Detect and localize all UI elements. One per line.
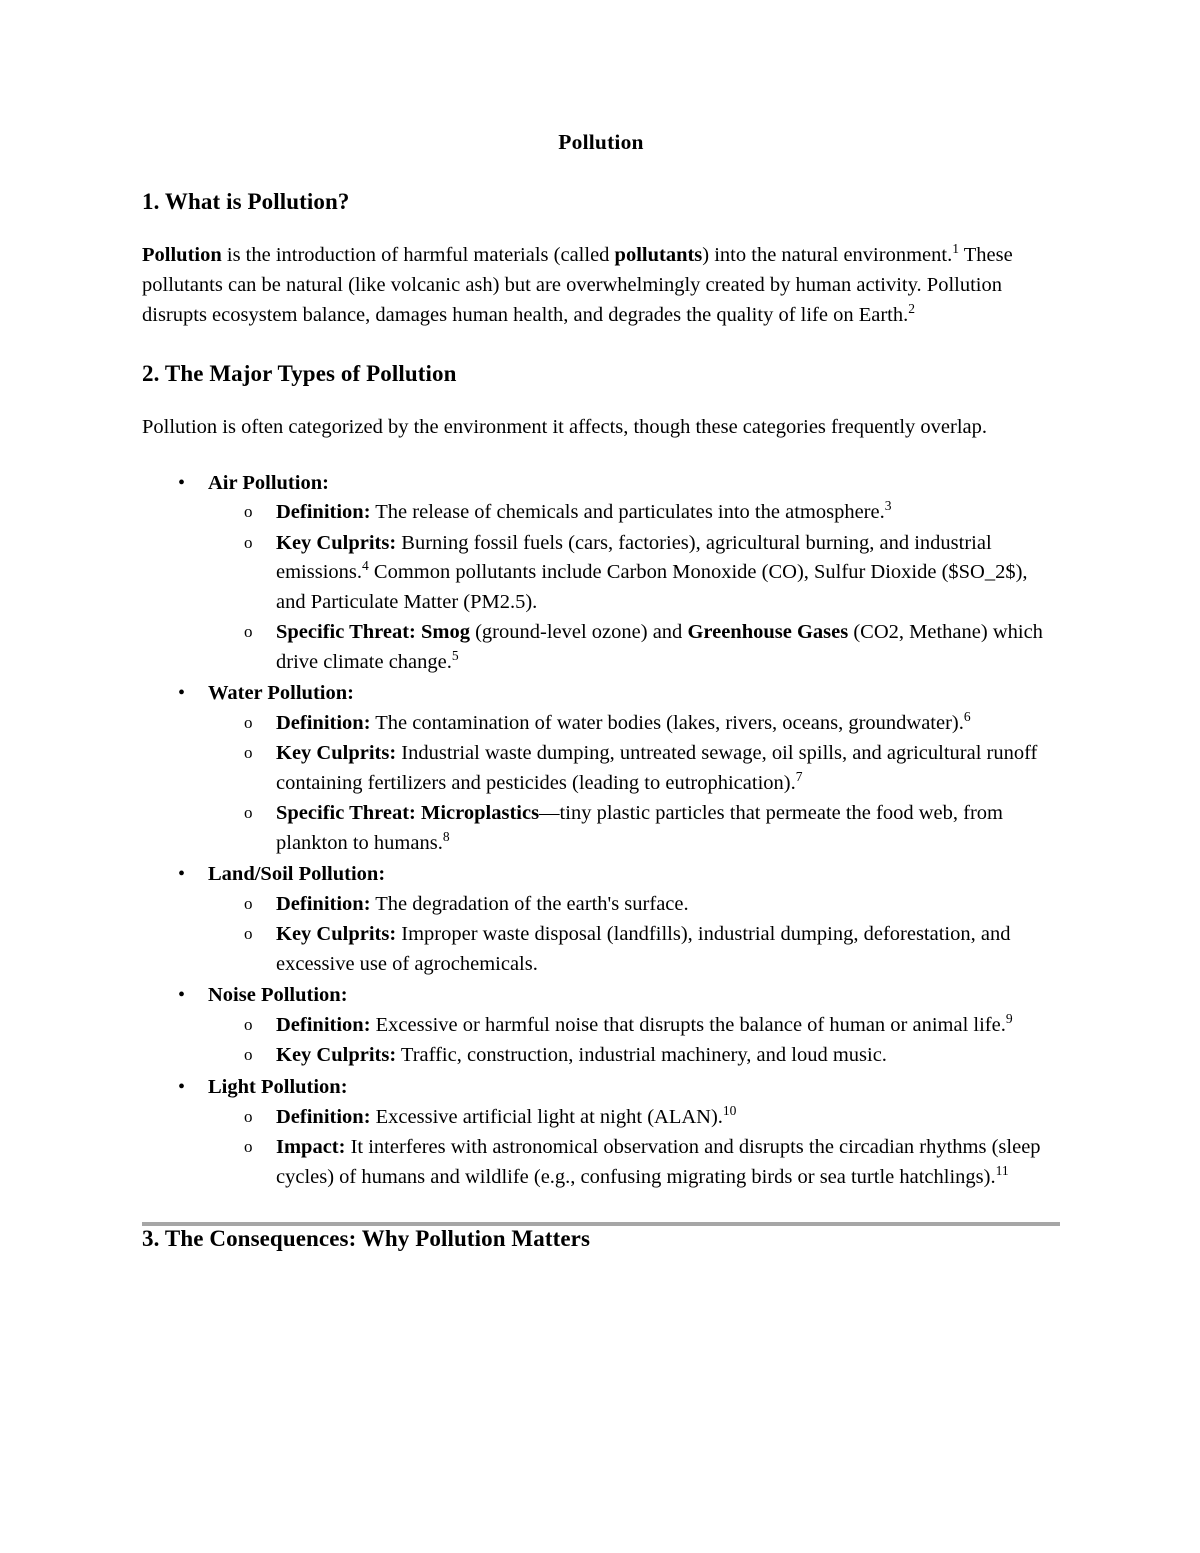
sub-list-item bbox=[208, 529, 1060, 618]
list-item-label: Land/Soil Pollution: bbox=[208, 863, 386, 886]
sub-list-item bbox=[208, 920, 1060, 979]
text-run: Burning fossil fuels (cars, factories), agricultural burning, and industrial emissions. bbox=[276, 531, 992, 584]
sub-list bbox=[208, 498, 1060, 677]
section-heading-2: 2. The Major Types of Pollution bbox=[142, 360, 457, 386]
section-heading-1: 1. What is Pollution? bbox=[142, 189, 350, 214]
sub-list bbox=[208, 709, 1060, 859]
text-run: Excessive or harmful noise that disrupts the balance of human or animal life. bbox=[370, 1013, 1006, 1036]
bullet-icon: • bbox=[178, 863, 186, 886]
list-item bbox=[142, 981, 1060, 1071]
text-run: Traffic, construction, industrial machinery, and loud music. bbox=[396, 1044, 887, 1067]
sub-list-item bbox=[208, 890, 1060, 920]
text-run: Common pollutants include Carbon Monoxide (CO), Sulfur Dioxide ($SO_2$), and Particulate Matter (PM2.5). bbox=[276, 561, 1028, 613]
sub-bullet-icon: o bbox=[244, 532, 253, 552]
bullet-icon: • bbox=[178, 984, 186, 1007]
sub-bullet-icon: o bbox=[244, 743, 253, 763]
footnote-ref: 3 bbox=[884, 498, 892, 514]
text-run: Improper waste disposal (landfills), industrial dumping, deforestation, and excessive use of agrochemicals. bbox=[276, 923, 1011, 975]
list-item bbox=[142, 679, 1060, 858]
sub-list-item bbox=[208, 1041, 1060, 1071]
footnote-ref: 6 bbox=[963, 708, 971, 724]
emphasis-text: Specific Threat: Smog bbox=[276, 621, 470, 644]
sub-bullet-icon: o bbox=[244, 1014, 253, 1034]
section-2-intro: Pollution is often categorized by the environment it affects, though these categories frequently overlap. bbox=[142, 415, 987, 438]
sub-bullet-icon: o bbox=[244, 803, 253, 823]
sub-list-item bbox=[208, 498, 1060, 528]
emphasis-text: Specific Threat: Microplastics bbox=[276, 802, 540, 825]
text-run: ) into the natural environment. bbox=[702, 244, 953, 266]
sub-bullet-icon: o bbox=[244, 1106, 253, 1126]
text-run: The release of chemicals and particulates into the atmosphere. bbox=[370, 501, 885, 524]
text-run: (CO2, Methane) which drive climate change. bbox=[276, 621, 1043, 673]
sub-list-item bbox=[208, 709, 1060, 739]
emphasis-text: Definition: bbox=[276, 1105, 371, 1128]
sub-bullet-icon: o bbox=[244, 1045, 253, 1065]
sub-list bbox=[208, 1011, 1060, 1071]
list-item-label: Noise Pollution: bbox=[208, 984, 348, 1007]
footnote-ref: 7 bbox=[795, 769, 803, 785]
sub-list bbox=[208, 1103, 1060, 1193]
emphasis-text: Key Culprits: bbox=[276, 531, 397, 554]
footnote-ref: 1 bbox=[952, 241, 959, 257]
section-heading-3: 3. The Consequences: Why Pollution Matters bbox=[142, 1226, 591, 1252]
text-run: The contamination of water bodies (lakes, rivers, oceans, groundwater). bbox=[370, 711, 964, 734]
emphasis-text: Definition: bbox=[276, 1013, 371, 1036]
sub-list-item bbox=[208, 1011, 1060, 1041]
sub-bullet-icon: o bbox=[244, 1137, 253, 1157]
sub-bullet-icon: o bbox=[244, 712, 253, 732]
sub-bullet-icon: o bbox=[244, 502, 253, 522]
footnote-ref: 2 bbox=[908, 301, 915, 317]
list-item-label: Air Pollution: bbox=[208, 471, 329, 494]
footnote-ref: 5 bbox=[451, 647, 459, 663]
text-run: It interferes with astronomical observation and disrupts the circadian rhythms (sleep cycles) of humans and wildlife (e.g., confusing migrating birds or sea turtle hatchlings). bbox=[276, 1136, 1041, 1188]
sub-bullet-icon: o bbox=[244, 893, 253, 913]
text-run: —tiny plastic particles that permeate the food web, from plankton to humans. bbox=[276, 802, 1003, 854]
emphasis-text: Key Culprits: bbox=[276, 742, 397, 765]
list-item bbox=[142, 469, 1060, 678]
sub-bullet-icon: o bbox=[244, 924, 253, 944]
emphasis-text: Definition: bbox=[276, 501, 371, 524]
text-run: is the introduction of harmful materials (called bbox=[221, 244, 615, 266]
emphasis-text: Key Culprits: bbox=[276, 1044, 397, 1067]
pollution-types-list bbox=[142, 469, 1060, 1192]
list-item bbox=[142, 860, 1060, 979]
text-run: Excessive artificial light at night (ALAN). bbox=[370, 1105, 723, 1128]
text-run: These pollutants can be natural (like volcanic ash) but are overwhelmingly created by human activity. Pollution disrupts ecosystem balance, damages human health, and degrades the quality of life on Earth. bbox=[142, 244, 1013, 326]
bullet-icon: • bbox=[178, 1076, 186, 1098]
emphasis-text: Pollution bbox=[142, 244, 222, 266]
text-run: Industrial waste dumping, untreated sewage, oil spills, and agricultural runoff containing fertilizers and pesticides (leading to eutrophication). bbox=[276, 742, 1038, 794]
text-run: The degradation of the earth's surface. bbox=[370, 892, 689, 915]
sub-list bbox=[208, 890, 1060, 980]
footnote-ref: 9 bbox=[1005, 1011, 1013, 1027]
emphasis-text: Greenhouse Gases bbox=[687, 621, 849, 644]
footnote-ref: 11 bbox=[995, 1162, 1009, 1178]
text-run: (ground-level ozone) and bbox=[469, 621, 688, 644]
sub-list-item bbox=[208, 799, 1060, 858]
sub-list-item bbox=[208, 739, 1060, 798]
emphasis-text: Impact: bbox=[276, 1136, 346, 1159]
emphasis-text: pollutants bbox=[614, 244, 703, 266]
list-item bbox=[142, 1073, 1060, 1192]
footnote-ref: 4 bbox=[362, 558, 369, 574]
sub-list-item bbox=[208, 1103, 1060, 1133]
list-item-label: Water Pollution: bbox=[208, 682, 354, 705]
bullet-icon: • bbox=[178, 682, 186, 705]
sub-list-item bbox=[208, 1133, 1060, 1192]
emphasis-text: Key Culprits: bbox=[276, 923, 397, 946]
emphasis-text: Definition: bbox=[276, 892, 371, 915]
bullet-icon: • bbox=[178, 471, 186, 494]
sub-bullet-icon: o bbox=[244, 622, 253, 642]
list-item-label: Light Pollution: bbox=[208, 1076, 348, 1098]
emphasis-text: Definition: bbox=[276, 711, 371, 734]
section-1-paragraph bbox=[142, 241, 1060, 331]
page-title: Pollution bbox=[558, 130, 644, 154]
sub-list-item bbox=[208, 618, 1060, 677]
footnote-ref: 10 bbox=[722, 1102, 737, 1118]
footnote-ref: 8 bbox=[442, 829, 450, 845]
